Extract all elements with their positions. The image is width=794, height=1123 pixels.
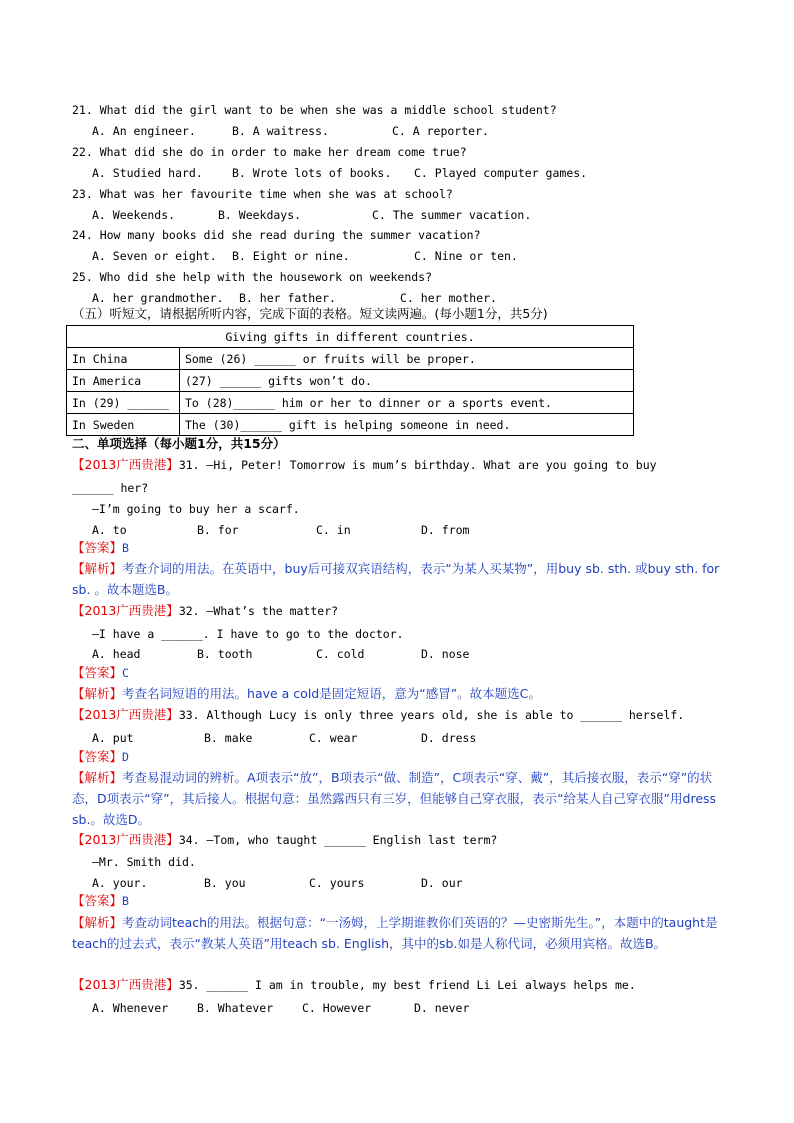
question-text: 32. —What’s the matter? xyxy=(178,604,339,618)
table-title: Giving gifts in different countries. xyxy=(67,326,634,348)
table-row xyxy=(67,348,634,370)
question-stem xyxy=(72,458,657,472)
question-dialogue: —I have a ______. I have to go to the doctor. xyxy=(92,627,404,641)
option-b: B. you xyxy=(204,876,246,890)
option-d: D. from xyxy=(421,523,470,537)
answer-value: B xyxy=(122,894,129,908)
option-d: D. nose xyxy=(421,647,470,661)
question-text-cont: ______ her? xyxy=(72,481,149,495)
option-c: C. A reporter. xyxy=(392,124,489,138)
option-a: A. her grandmother. xyxy=(92,291,224,305)
question-source: 【2013广西贵港】 xyxy=(72,707,179,722)
question-source: 【2013广西贵港】 xyxy=(72,832,179,847)
table-cell-custom: To (28)______ him or her to dinner or a sports event. xyxy=(180,392,634,414)
option-c: C. Nine or ten. xyxy=(414,249,518,263)
section2-heading: 二、单项选择（每小题1分，共15分） xyxy=(72,436,286,451)
question-text: 35. ______ I am in trouble, my best friend Li Lei always helps me. xyxy=(178,978,636,992)
explanation-label: 【解析】 xyxy=(72,686,123,701)
option-d: D. dress xyxy=(421,731,477,745)
answer-label: 【答案】 xyxy=(72,665,123,680)
option-a: A. to xyxy=(92,523,127,537)
option-c: C. in xyxy=(316,523,351,537)
answer-value: D xyxy=(122,750,129,764)
question-text: 33. Although Lucy is only three years old, she is able to ______ herself. xyxy=(178,708,685,722)
option-c: C. The summer vacation. xyxy=(372,208,532,222)
question-source: 【2013广西贵港】 xyxy=(72,603,179,618)
explanation-label: 【解析】 xyxy=(72,561,123,576)
answer-label: 【答案】 xyxy=(72,540,123,555)
option-a: A. Whenever xyxy=(92,1001,169,1015)
answer-value: C xyxy=(122,666,129,680)
option-d: D. our xyxy=(421,876,463,890)
option-b: B. make xyxy=(204,731,253,745)
option-c: C. wear xyxy=(309,731,358,745)
table-cell-custom: The (30)______ gift is helping someone in need. xyxy=(180,414,634,436)
option-c: C. Played computer games. xyxy=(414,166,588,180)
explanation xyxy=(72,912,722,954)
explanation-text: 考查名词短语的用法。have a cold是固定短语，意为“感冒”。故本题选C。 xyxy=(122,686,541,701)
table-row xyxy=(67,370,634,392)
question-23-options xyxy=(92,208,532,222)
option-b: B. for xyxy=(197,523,239,537)
question-stem xyxy=(72,708,684,722)
table-row xyxy=(67,392,634,414)
question-options xyxy=(92,876,463,890)
table-cell-custom: (27) ______ gifts won’t do. xyxy=(180,370,634,392)
question-dialogue: —I’m going to buy her a scarf. xyxy=(92,502,300,516)
answer xyxy=(72,541,129,555)
answer xyxy=(72,750,129,764)
question-stem xyxy=(72,833,497,847)
option-a: A. Seven or eight. xyxy=(92,249,217,263)
question-text: 34. —Tom, who taught ______ English last term? xyxy=(178,833,498,847)
option-c: C. yours xyxy=(309,876,365,890)
answer xyxy=(72,894,129,908)
table-cell-country: In Sweden xyxy=(67,414,180,436)
answer-label: 【答案】 xyxy=(72,749,123,764)
section5-instruction: （五）听短文，请根据所听内容，完成下面的表格。短文读两遍。(每小题1分，共5分) xyxy=(72,306,548,321)
option-c: C. her mother. xyxy=(400,291,497,305)
question-21: 21. What did the girl want to be when she was a middle school student? xyxy=(72,103,557,117)
question-stem xyxy=(72,978,636,992)
explanation-label: 【解析】 xyxy=(72,770,123,785)
option-a: A. put xyxy=(92,731,134,745)
question-21-options xyxy=(92,124,489,138)
option-b: B. Wrote lots of books. xyxy=(232,166,392,180)
question-25: 25. Who did she help with the housework on weekends? xyxy=(72,270,433,284)
question-source: 【2013广西贵港】 xyxy=(72,457,179,472)
question-23: 23. What was her favourite time when she was at school? xyxy=(72,187,453,201)
table-cell-country: In America xyxy=(67,370,180,392)
option-b: B. tooth xyxy=(197,647,253,661)
gifts-table xyxy=(66,325,634,436)
option-a: A. head xyxy=(92,647,141,661)
explanation xyxy=(72,558,722,600)
question-stem xyxy=(72,604,338,618)
explanation-text: 考查易混动词的辨析。A项表示“放”，B项表示“做、制造”，C项表示“穿、戴”，其后接衣服，表示“穿”的状态，D项表示“穿”，其后接人。根据句意：虽然露西只有三岁，但能够自己穿衣服，表示“给某人自己穿衣服”用dress sb.。故选D。 xyxy=(72,770,717,827)
explanation-text: 考查介词的用法。在英语中，buy后可接双宾语结构，表示“为某人买某物”，用buy sb. sth. 或buy sth. for sb. 。故本题选B。 xyxy=(72,561,720,597)
question-text: 31. —Hi, Peter! Tomorrow is mum’s birthday. What are you going to buy xyxy=(178,458,657,472)
option-c: C. cold xyxy=(316,647,365,661)
question-22: 22. What did she do in order to make her dream come true? xyxy=(72,145,467,159)
question-options xyxy=(92,1001,470,1015)
explanation xyxy=(72,767,722,830)
option-b: B. A waitress. xyxy=(232,124,329,138)
question-25-options xyxy=(92,291,497,305)
explanation-label: 【解析】 xyxy=(72,915,123,930)
option-c: C. However xyxy=(302,1001,372,1015)
answer-value: B xyxy=(122,541,129,555)
option-b: B. Eight or nine. xyxy=(232,249,350,263)
option-a: A. Weekends. xyxy=(92,208,176,222)
table-cell-country: In China xyxy=(67,348,180,370)
option-a: A. Studied hard. xyxy=(92,166,203,180)
option-b: B. Weekdays. xyxy=(218,208,302,222)
answer-label: 【答案】 xyxy=(72,893,123,908)
option-b: B. her father. xyxy=(239,291,336,305)
table-cell-country: In (29) ______ xyxy=(67,392,180,414)
option-a: A. your. xyxy=(92,876,148,890)
option-d: D. never xyxy=(414,1001,470,1015)
answer xyxy=(72,666,129,680)
question-source: 【2013广西贵港】 xyxy=(72,977,179,992)
question-22-options xyxy=(92,166,588,180)
table-cell-custom: Some (26) ______ or fruits will be proper. xyxy=(180,348,634,370)
question-24: 24. How many books did she read during the summer vacation? xyxy=(72,228,481,242)
table-row xyxy=(67,414,634,436)
explanation-text: 考查动词teach的用法。根据句意：“一汤姆，上学期谁教你们英语的？—史密斯先生。”，本题中的taught是teach的过去式，表示“教某人英语”用teach sb. English，其中的sb.如是人称代词，必须用宾格。故选B。 xyxy=(72,915,718,951)
question-dialogue: —Mr. Smith did. xyxy=(92,855,196,869)
table-title-row xyxy=(67,326,634,348)
question-24-options xyxy=(92,249,518,263)
question-options xyxy=(92,647,470,661)
option-a: A. An engineer. xyxy=(92,124,196,138)
question-options xyxy=(92,731,477,745)
question-options xyxy=(92,523,470,537)
explanation xyxy=(72,683,722,704)
option-b: B. Whatever xyxy=(197,1001,274,1015)
